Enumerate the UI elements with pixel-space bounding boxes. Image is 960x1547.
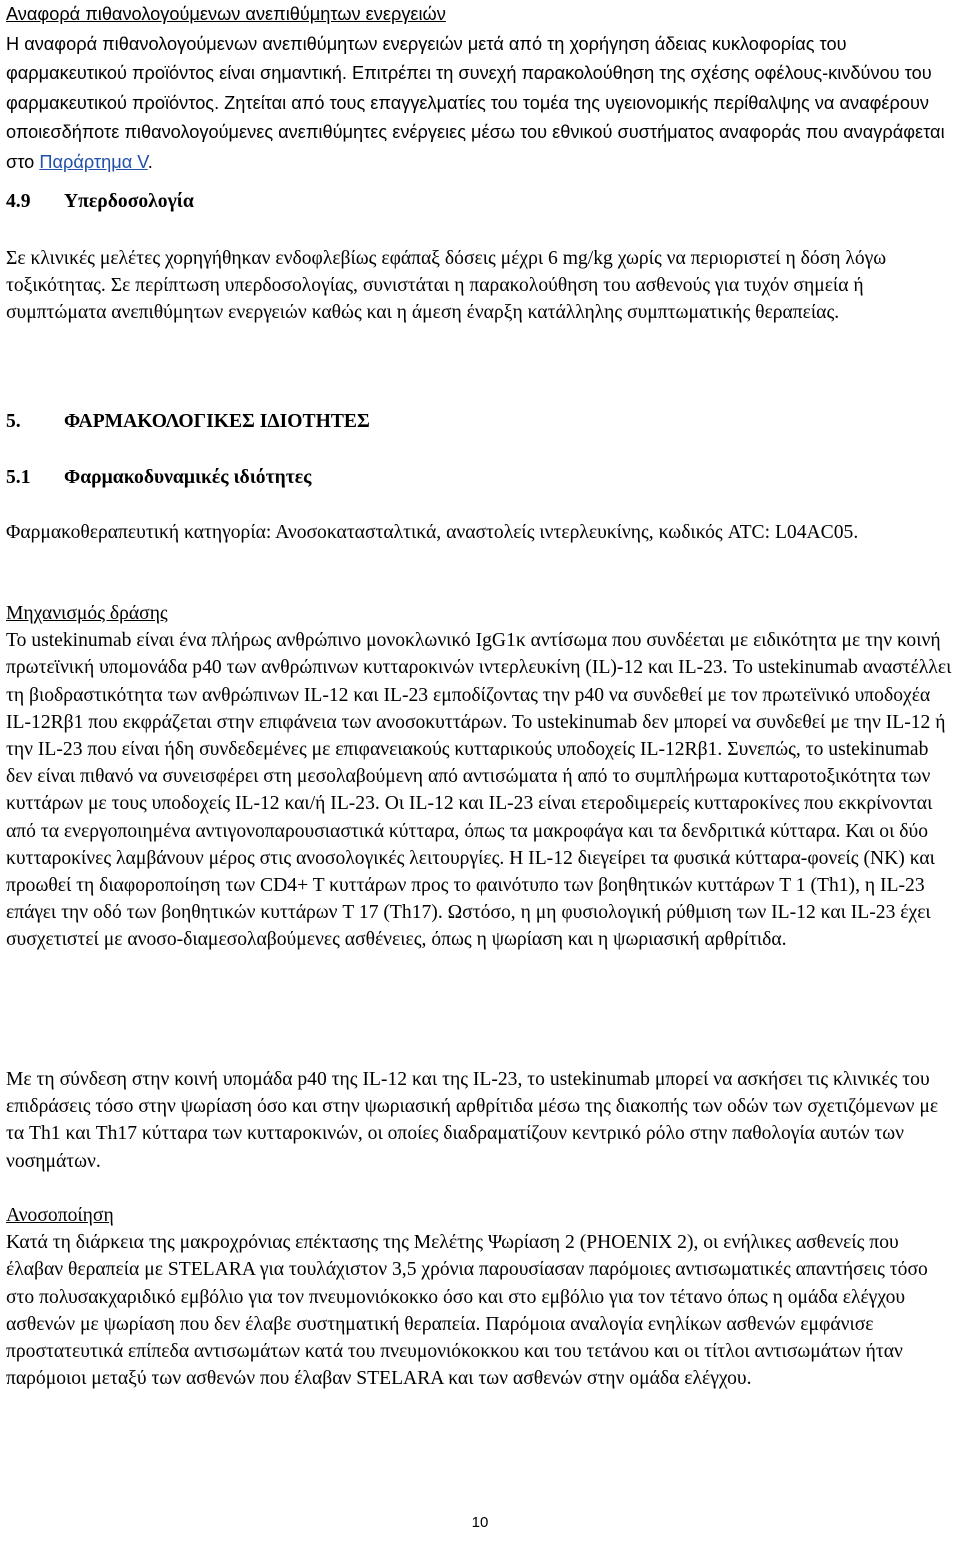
overdose-text: Σε κλινικές μελέτες χορηγήθηκαν ενδοφλεβίως εφάπαξ δόσεις μέχρι 6 mg/kg χωρίς να περιοριστεί η δόση λόγω τοξικότητας. Σε περίπτωση υπερδοσολογίας, συνιστάται η παρακολούθηση του ασθενούς για τυχόν σημεία ή συμπτώματα ανεπιθύμητων ενεργειών καθώς και η άμεση έναρξη κατάλληλης συμπτωματικής θεραπείας. xyxy=(6,248,887,324)
overdose-heading xyxy=(6,188,956,215)
mechanism-title: Μηχανισμός δράσης xyxy=(6,603,168,624)
section5-heading xyxy=(6,408,956,435)
adr-report-body xyxy=(6,30,956,178)
adr-report-section xyxy=(6,0,956,178)
overdose-number: 4.9 xyxy=(6,191,31,212)
overdose-title: Υπερδοσολογία xyxy=(64,191,194,212)
annex-v-link[interactable]: Παράρτημα V xyxy=(39,151,148,172)
binding-text: Με τη σύνδεση στην κοινή υπομάδα p40 της IL-12 και της IL-23, το ustekinumab μπορεί να ασκήσει τις κλινικές του επιδράσεις τόσο στην ψωρίαση όσο και στην ψωριασική αρθρίτιδα μέσω της διακοπής των οδών των σχετιζόμενων με τα Th1 και Th17 κύτταρα των κυτταροκινών, οι οποίες διαδραματίζουν κεντρικό ρόλο στην παθολογία αυτών των νοσημάτων. xyxy=(6,1069,939,1172)
page-number: 10 xyxy=(471,1514,489,1531)
adr-report-title: Αναφορά πιθανολογούμενων ανεπιθύμητων ενεργειών xyxy=(6,4,446,24)
adr-report-end: . xyxy=(147,151,153,172)
adr-report-text: Η αναφορά πιθανολογούμενων ανεπιθύμητων ενεργειών μετά από τη χορήγηση άδειας κυκλοφορίας του φαρμακευτικού προϊόντος είναι σημαντική. Επιτρέπει τη συνεχή παρακολούθηση της σχέσης οφέλους-κινδύνου του φαρμακευτικού προϊόντος. Ζητείται από τους επαγγελματίες του τομέα της υγειονομικής περίθαλψης να αναφέρουν οποιεσδήποτε πιθανολογούμενες ανεπιθύμητες ενέργειες μέσω του εθνικού συστήματος αναφοράς που αναγράφεται στο xyxy=(6,33,945,172)
section51-heading xyxy=(6,464,956,491)
section51-number: 5.1 xyxy=(6,467,31,488)
mechanism-section xyxy=(6,600,956,954)
section5-number: 5. xyxy=(6,411,21,432)
pharmacotherapeutic-category: Φαρμακοθεραπευτική κατηγορία: Ανοσοκατασταλτικά, αναστολείς ιντερλευκίνης, κωδικός ATC: L04AC05. xyxy=(6,522,859,543)
immunization-section xyxy=(6,1202,956,1392)
immunization-text: Κατά τη διάρκεια της μακροχρόνιας επέκτασης της Μελέτης Ψωρίαση 2 (PHOENIX 2), οι ενήλικες ασθενείς που έλαβαν θεραπεία με STELARA για τουλάχιστον 3,5 χρόνια παρουσίασαν παρόμοιες αντισωματικές απαντήσεις τόσο στο πολυσακχαριδικό εμβόλιο για τον πνευμονιόκοκκο όσο και στο εμβόλιο για τον τέτανο όπως η ομάδα ελέγχου ασθενών με ψωρίαση που δεν έλαβε συστηματική θεραπεία. Παρόμοια αναλογία ενηλίκων ασθενών εμφάνισε προστατευτικά επίπεδα αντισωμάτων κατά του πνευμονιόκοκκου και του τετάνου και οι τίτλοι αντισωμάτων ήταν παρόμοιοι μεταξύ των ασθενών που έλαβαν STELARA και των ασθενών στην ομάδα ελέγχου. xyxy=(6,1232,928,1390)
immunization-title: Ανοσοποίηση xyxy=(6,1205,114,1226)
section51-title: Φαρμακοδυναμικές ιδιότητες xyxy=(64,467,312,488)
mechanism-text: Το ustekinumab είναι ένα πλήρως ανθρώπινο μονοκλωνικό IgG1κ αντίσωμα που συνδέεται με ειδικότητα με την κοινή πρωτεϊνική υπομονάδα p40 των ανθρώπινων κυτταροκινών ιντερλευκίνη (IL)-12 και IL-23. Το ustekinumab αναστέλλει τη βιοδραστικότητα των ανθρώπινων IL-12 και IL-23 εμποδίζοντας την p40 να συνδεθεί με τον πρωτεϊνικό υποδοχέα IL-12Rβ1 που εκφράζεται στην επιφάνεια των ανοσοκυττάρων. Το ustekinumab δεν μπορεί να συνδεθεί με την IL-12 ή την IL-23 που είναι ήδη συνδεδεμένες με επιφανειακούς κυτταρικούς υποδοχείς IL-12Rβ1. Συνεπώς, το ustekinumab δεν είναι πιθανό να συνεισφέρει στη μεσολαβούμενη από αντισώματα ή από το συμπλήρωμα κυτταροτοξικότητα των κυττάρων με τους υποδοχείς IL-12 και/ή IL-23. Οι IL-12 και IL-23 είναι ετεροδιμερείς κυτταροκίνες που εκκρίνονται από τα ενεργοποιημένα αντιγονοπαρουσιαστικά κύτταρα, όπως τα μακροφάγα και τα δενδριτικά κύτταρα. Και οι δύο κυτταροκίνες λαμβάνουν μέρος στις ανοσολογικές λειτουργίες. Η IL-12 διεγείρει τα φυσικά κύτταρα-φονείς (NK) και προωθεί τη διαφοροποίηση των CD4+ T κυττάρων προς το φαινότυπο των βοηθητικών κυττάρων T 1 (Th1), η IL-23 επάγει την οδό των βοηθητικών κυττάρων T 17 (Th17). Ωστόσο, η μη φυσιολογική ρύθμιση των IL-12 και IL-23 έχει συσχετιστεί με ανοσο-διαμεσολαβούμενες ασθένειες, όπως η ψωρίαση και η ψωριασική αρθρίτιδα. xyxy=(6,630,952,951)
section5-title: ΦΑΡΜΑΚΟΛΟΓΙΚΕΣ ΙΔΙΟΤΗΤΕΣ xyxy=(64,411,370,432)
